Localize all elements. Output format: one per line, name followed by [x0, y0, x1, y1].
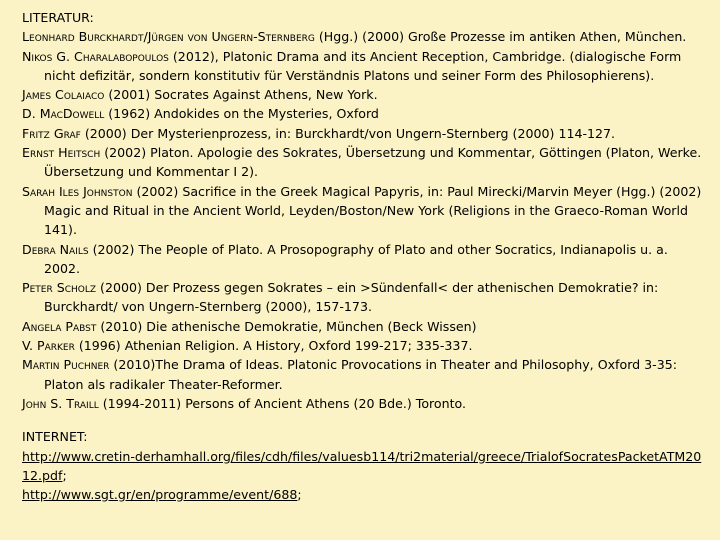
entry-author: Martin Puchner	[22, 357, 110, 373]
entry-author: Sarah Iles Johnston	[22, 183, 133, 199]
bibliography-entry	[22, 85, 702, 104]
entry-text: (2001) Socrates Against Athens, New York.	[104, 87, 378, 103]
entry-text: (Hgg.) (2000) Große Prozesse im antiken Athen, München.	[314, 29, 687, 45]
entry-text: (2002) Platon. Apologie des Sokrates, Übersetzung und Kommentar, Göttingen (Platon, Werke. Übersetzung und Kommentar I 2).	[44, 145, 702, 180]
bibliography-entry	[22, 47, 702, 86]
entry-text: (2002) The People of Plato. A Prosopography of Plato and other Socratics, Indianapolis u. a. 2002.	[44, 241, 668, 276]
internet-heading: INTERNET:	[22, 429, 88, 445]
entry-text: (2010) Die athenische Demokratie, München (Beck Wissen)	[96, 318, 477, 334]
entry-text: (2010)The Drama of Ideas. Platonic Provocations in Theater and Philosophy, Oxford 3-35: Platon als radikaler Theater-Reformer.	[44, 357, 677, 392]
bibliography-entry	[22, 124, 702, 143]
entry-author: Fritz Graf	[22, 125, 81, 141]
bibliography-entry	[22, 240, 702, 279]
entry-author: Angela Pabst	[22, 318, 97, 334]
entry-author: Leonhard Burckhardt/Jürgen von Ungern-Sternberg	[22, 29, 315, 45]
entry-text: (1994-2011) Persons of Ancient Athens (20 Bde.) Toronto.	[98, 395, 467, 411]
bibliography-entry	[22, 27, 702, 46]
entry-author: Debra Nails	[22, 241, 89, 257]
entry-author: Peter Scholz	[22, 280, 97, 296]
internet-link-row	[22, 447, 702, 486]
link-suffix: ;	[62, 467, 67, 483]
internet-link[interactable]: http://www.sgt.gr/en/programme/event/688	[22, 487, 298, 503]
entry-author: D. MacDowell	[22, 106, 105, 122]
entry-text: (2000) Der Prozess gegen Sokrates – ein >Sündenfall< der athenischen Demokratie? in: Burckhardt/ von Ungern-Sternberg (2000), 157-173.	[44, 280, 659, 315]
literature-heading: LITERATUR:	[22, 10, 94, 25]
entry-author: John S. Traill	[22, 395, 99, 411]
bibliography-entry	[22, 143, 702, 182]
link-suffix: ;	[297, 487, 302, 503]
bibliography-entry	[22, 104, 702, 123]
entry-text: (2000) Der Mysterienprozess, in: Burckhardt/von Ungern-Sternberg (2000) 114-127.	[80, 125, 616, 141]
entry-author: V. Parker	[22, 338, 75, 354]
entry-author: Ernst Heitsch	[22, 145, 101, 161]
internet-link[interactable]: http://www.cretin-derhamhall.org/files/cdh/files/valuesb114/tri2material/greece/TrialofSocratesPacketATM2012.pdf	[22, 448, 702, 483]
bibliography-entry	[22, 336, 702, 355]
internet-links	[22, 447, 702, 505]
entry-text: (1996) Athenian Religion. A History, Oxford 199-217; 335-337.	[74, 338, 473, 354]
bibliography-entry	[22, 394, 702, 413]
bibliography-entry	[22, 317, 702, 336]
bibliography-entry	[22, 182, 702, 240]
bibliography-entry	[22, 278, 702, 317]
internet-link-row	[22, 485, 702, 504]
entry-text: (1962) Andokides on the Mysteries, Oxford	[104, 106, 379, 122]
bibliography-entry	[22, 355, 702, 394]
bibliography-list	[22, 27, 702, 413]
entry-author: Nikos G. Charalabopoulos	[22, 48, 169, 64]
section-spacer	[22, 413, 702, 427]
entry-author: James Colaiaco	[22, 87, 105, 103]
entry-text: (2002) Sacrifice in the Greek Magical Papyris, in: Paul Mirecki/Marvin Meyer (Hgg.) (2002) Magic and Ritual in the Ancient World, Leyden/Boston/New York (Religions in the Graeco-Roman World 141).	[44, 183, 702, 238]
entry-text: (2012), Platonic Drama and its Ancient Reception, Cambridge. (dialogische Form nicht defizitär, sondern konstitutiv für Verständnis Platons und seiner Form des Philosophierens).	[44, 48, 682, 83]
